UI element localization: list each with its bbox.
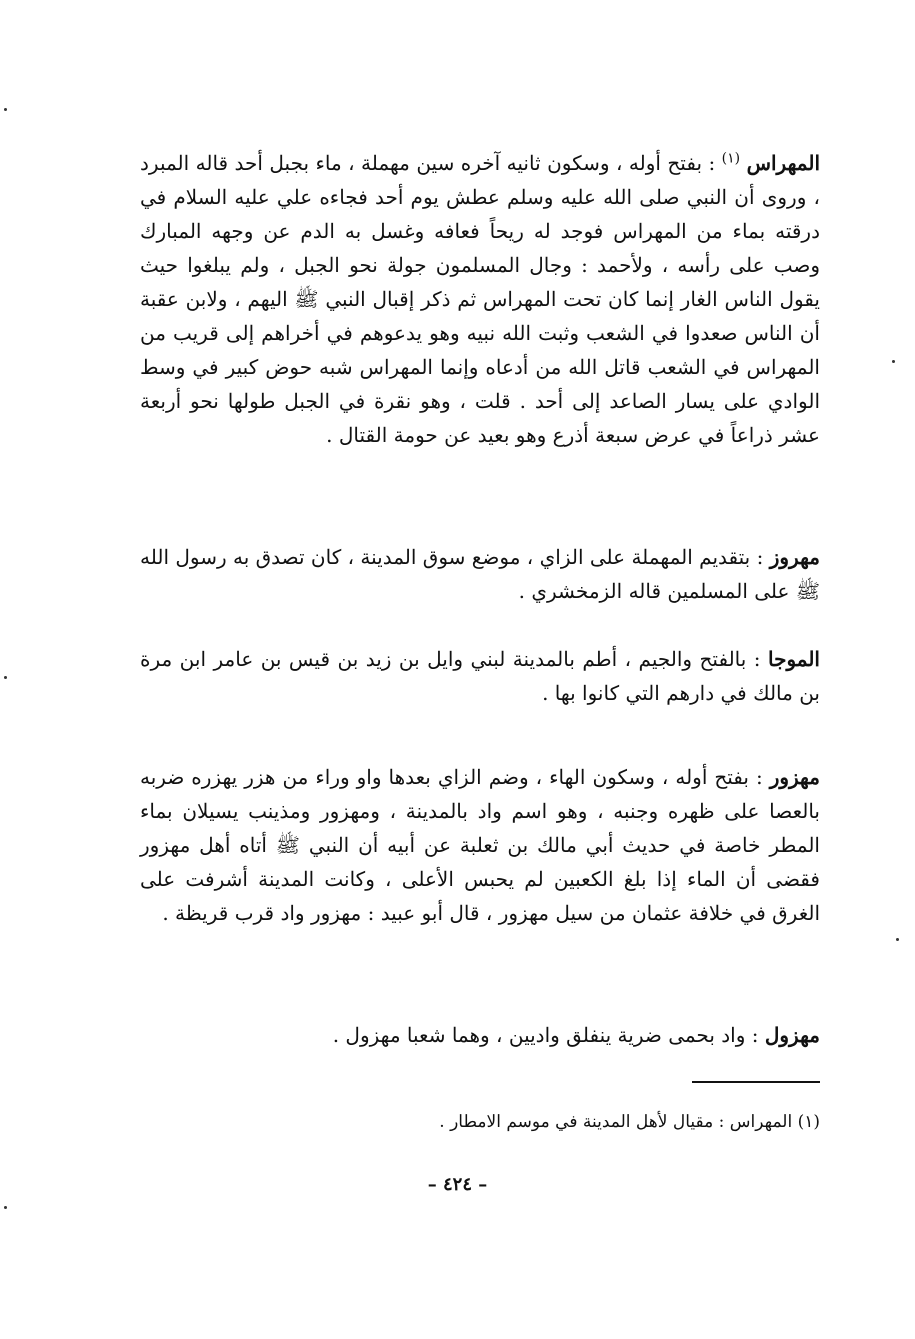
entry-mahruz bbox=[140, 540, 820, 608]
entry-text: : بفتح أوله ، وسكون الهاء ، وضم الزاي بعدها واو وراء من هزر يهزره ضربه بالعصا على ظهره وجنبه ، وهو اسم واد بالمدينة ، ومهزور ومذينب يسيلان بماء المطر خاصة في حديث أبي مالك بن ثعلبة عن أبيه أن النبي ﷺ أتاه أهل مهزور فقضى أن الماء إذا بلغ الكعبين لم يحبس الأعلى ، وكانت المدينة أشرفت على الغرق في خلافة عثمان من سيل مهزور ، قال أبو عبيد : مهزور واد قرب قريظة . bbox=[140, 765, 820, 925]
footnote: (١) المهراس : مقيال لأهل المدينة في موسم الامطار . bbox=[439, 1112, 820, 1132]
entry-text: : بالفتح والجيم ، أطم بالمدينة لبني وايل بن زيد بن قيس بن عامر ابن مرة بن مالك في دارهم التي كانوا بها . bbox=[140, 647, 820, 705]
footnote-reference: (١) bbox=[721, 150, 741, 167]
entry-headword: مهروز bbox=[769, 545, 821, 569]
entry-al-mihras bbox=[140, 146, 820, 452]
scan-speck bbox=[4, 108, 7, 111]
entry-mahzur bbox=[140, 760, 820, 930]
footnote-divider bbox=[692, 1081, 820, 1083]
entry-headword: الموجا bbox=[767, 647, 820, 671]
scan-speck bbox=[4, 676, 7, 679]
entry-headword: مهزول bbox=[764, 1023, 820, 1047]
entry-text: : بفتح أوله ، وسكون ثانيه آخره سين مهملة ، ماء بجبل أحد قاله المبرد ، وروى أن النبي صلى الله عليه وسلم عطش يوم أحد فجاءه علي عليه السلام في درقته بماء من المهراس فوجد له ريحاً فعافه وغسل به الدم عن وجهه المبارك وصب على رأسه ، ولأحمد : وجال المسلمون جولة نحو الجبل ، ولم يبلغوا حيث يقول الناس الغار إنما كان تحت المهراس ثم ذكر إقبال النبي ﷺ اليهم ، ولابن عقبة أن الناس صعدوا في الشعب وثبت الله نبيه وهو يدعوهم في أخراهم إلى قريب من المهراس في الشعب قاتل الله من أدعاه وإنما المهراس شبه حوض كبير في وسط الوادي على يسار الصاعد إلى أحد . قلت ، وهو نقرة في الجبل طولها نحو أربعة عشر ذراعاً في عرض سبعة أذرع وهو بعيد عن حومة القتال . bbox=[140, 151, 820, 447]
entry-headword: مهزور bbox=[769, 765, 820, 789]
scan-speck bbox=[896, 938, 899, 941]
entry-al-mawja bbox=[140, 642, 820, 710]
entry-text: : واد بحمى ضرية ينفلق واديين ، وهما شعبا مهزول . bbox=[332, 1023, 759, 1047]
page-number: – ٤٢٤ – bbox=[427, 1174, 488, 1195]
entry-text: : بتقديم المهملة على الزاي ، موضع سوق المدينة ، كان تصدق به رسول الله ﷺ على المسلمين قاله الزمخشري . bbox=[140, 545, 820, 603]
scan-speck bbox=[892, 360, 895, 363]
entry-mahzul bbox=[140, 1018, 820, 1052]
entry-headword: المهراس bbox=[746, 151, 821, 175]
scan-speck bbox=[4, 1206, 7, 1209]
